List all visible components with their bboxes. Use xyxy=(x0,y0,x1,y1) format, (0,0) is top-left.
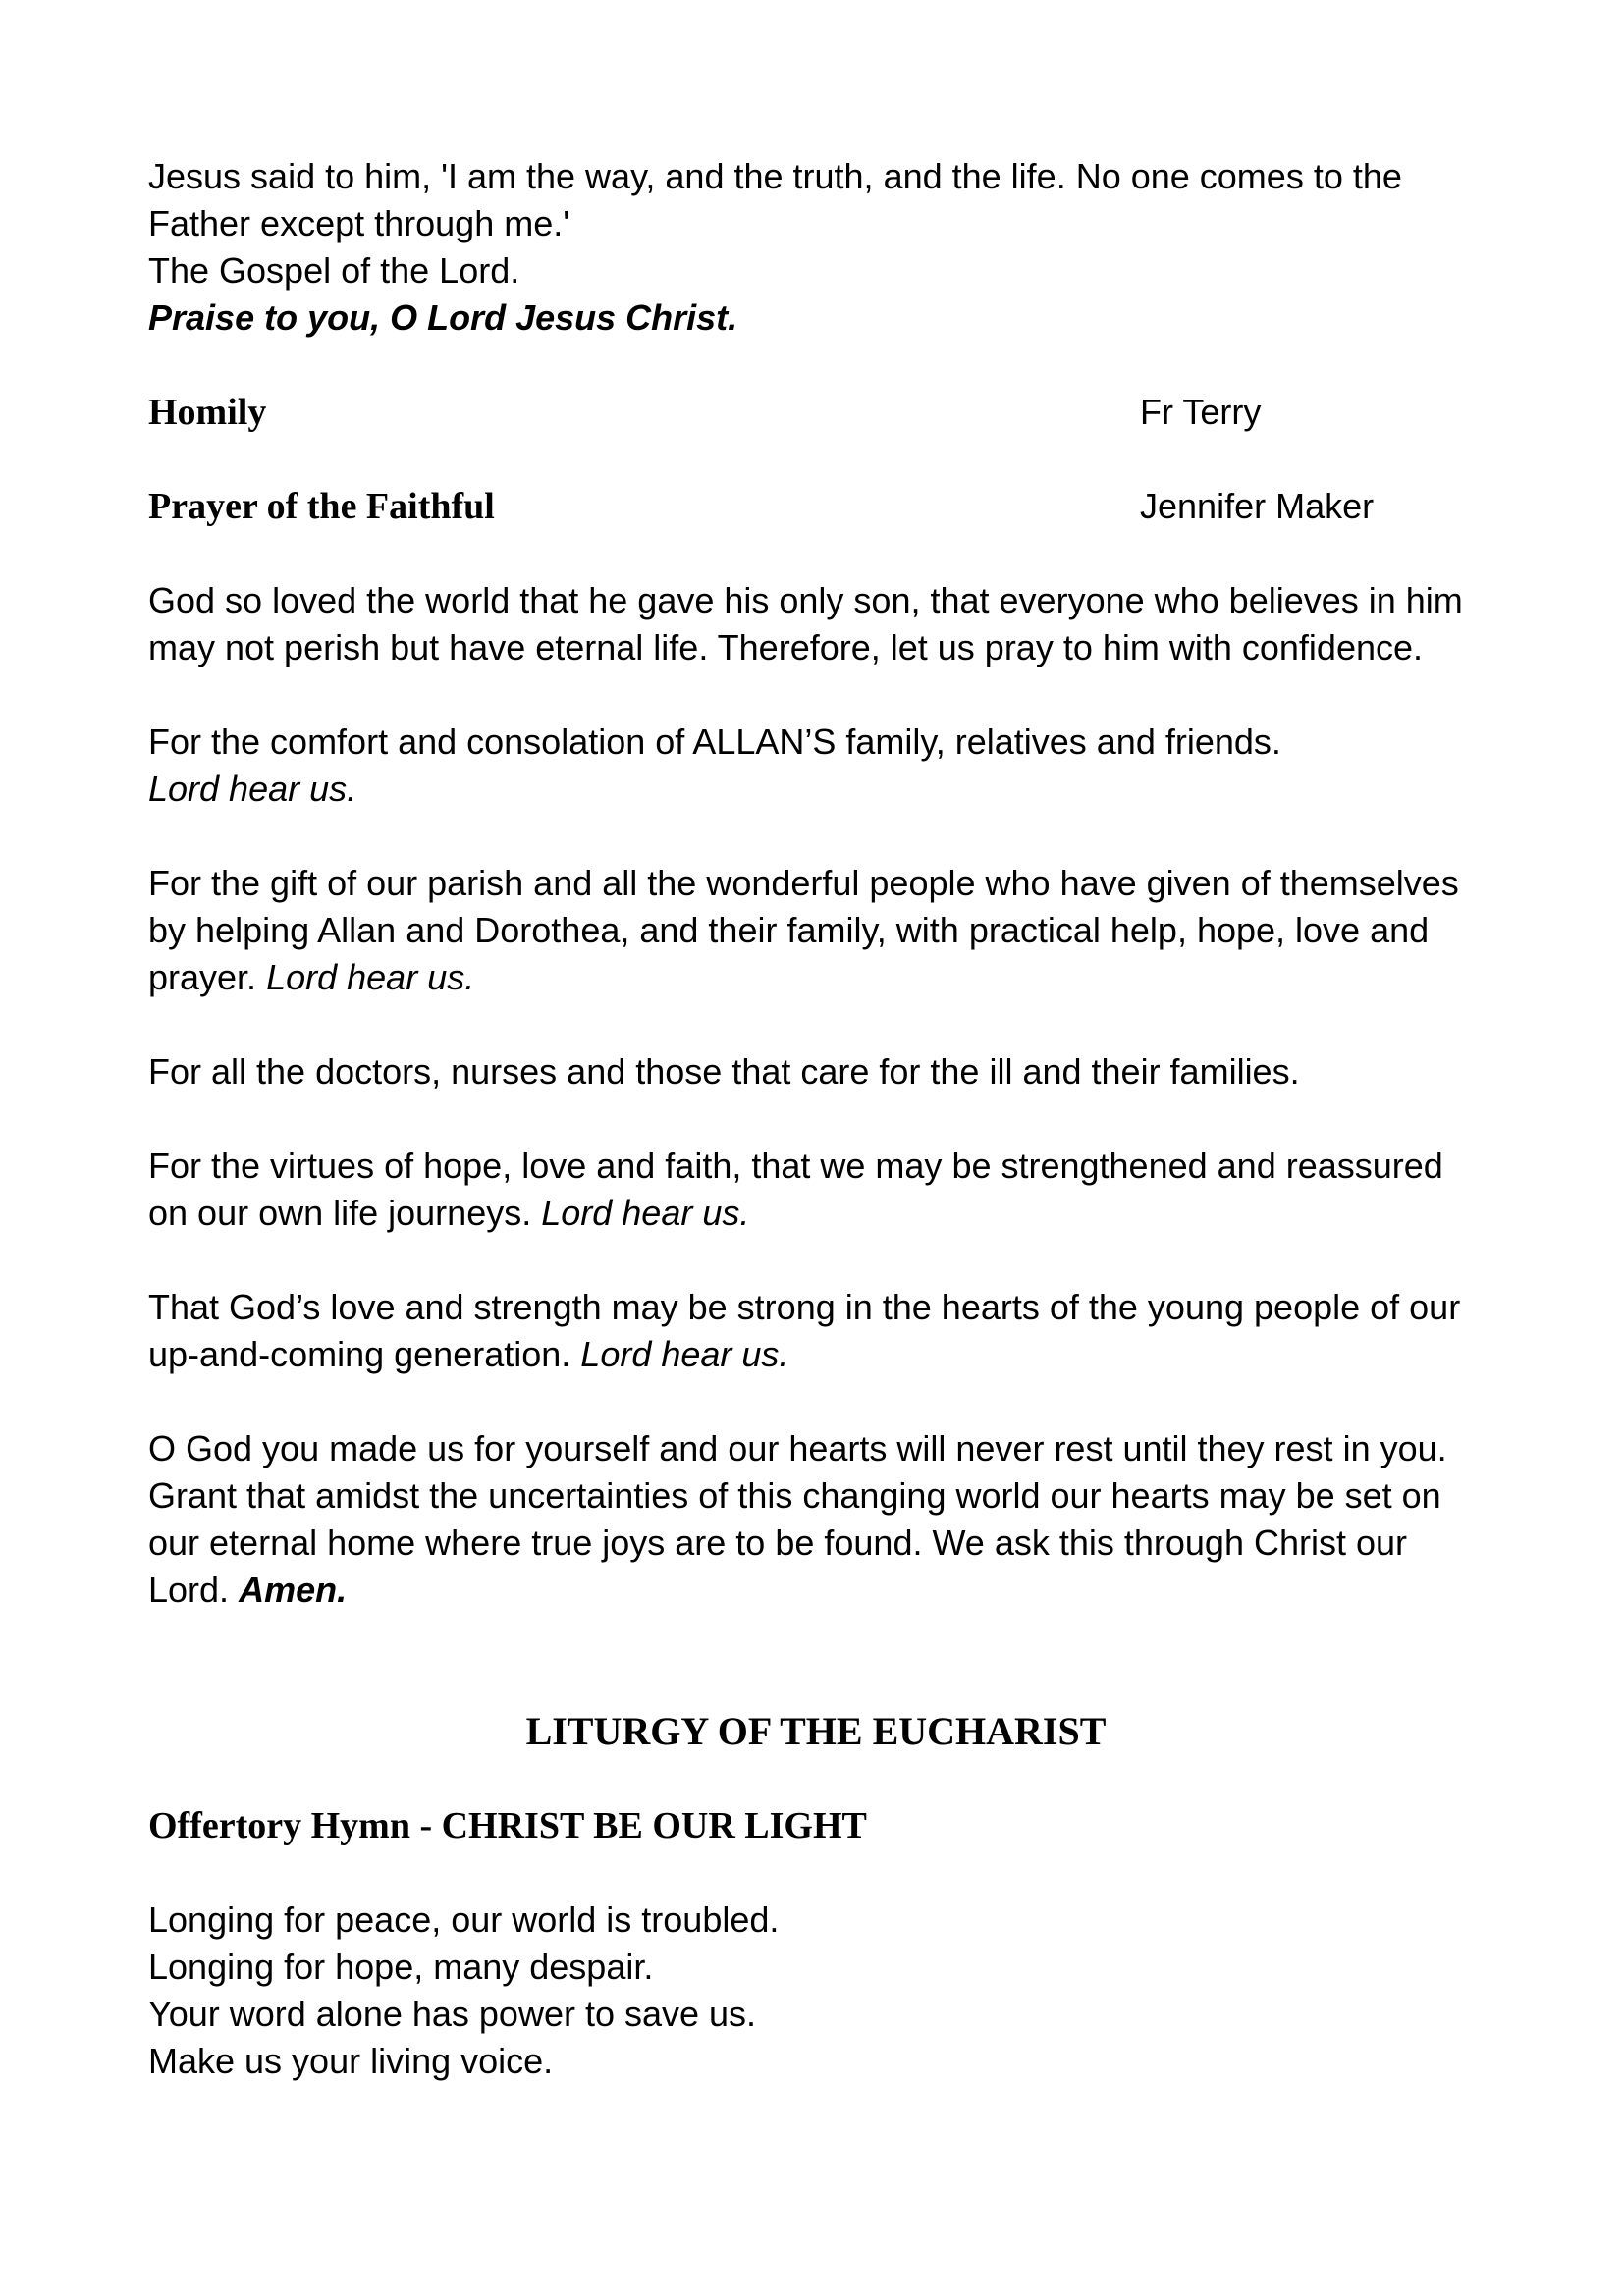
hymn-line-4: Make us your living voice. xyxy=(148,2041,554,2081)
prayer-row xyxy=(148,483,1484,530)
intention-3-text: For all the doctors, nurses and those that care for the ill and their families. xyxy=(148,1051,1300,1092)
intention-5-text: That God’s love and strength may be strong in the hearts of the young people of our up-and-coming generation. xyxy=(148,1287,1461,1374)
gospel-closing: The Gospel of the Lord. xyxy=(148,250,520,291)
hymn-line-1: Longing for peace, our world is troubled. xyxy=(148,1899,780,1940)
closing-prayer xyxy=(148,1425,1484,1614)
intention-2 xyxy=(148,860,1484,1001)
homily-row xyxy=(148,389,1484,436)
intention-1-text: For the comfort and consolation of ALLAN’S family, relatives and friends. xyxy=(148,721,1281,762)
intention-2-response: Lord hear us. xyxy=(266,957,475,997)
hymn-line-2: Longing for hope, many despair. xyxy=(148,1947,654,1987)
homily-person: Fr Terry xyxy=(1140,392,1262,432)
homily-title: Homily xyxy=(148,392,267,433)
prayer-person: Jennifer Maker xyxy=(1140,486,1375,526)
intention-2-text: For the gift of our parish and all the wonderful people who have given of themselves by helping Allan and Dorothea, and their family, with practical help, hope, love and prayer. xyxy=(148,863,1459,997)
amen: Amen. xyxy=(239,1570,348,1610)
prayer-title: Prayer of the Faithful xyxy=(148,486,495,527)
intention-3 xyxy=(148,1048,1484,1095)
hymn-title: Offertory Hymn - CHRIST BE OUR LIGHT xyxy=(148,1805,867,1846)
intention-4-response: Lord hear us. xyxy=(541,1193,750,1233)
prayer-intro: God so loved the world that he gave his only son, that everyone who believes in him may not perish but have eternal life. Therefore, let us pray to him with confidence. xyxy=(148,580,1463,667)
intention-1 xyxy=(148,719,1484,813)
intention-4-text: For the virtues of hope, love and faith, that we may be strengthened and reassured on our own life journeys. xyxy=(148,1146,1443,1233)
intention-1-response: Lord hear us. xyxy=(148,769,357,809)
intention-4 xyxy=(148,1143,1484,1237)
gospel-response: Praise to you, O Lord Jesus Christ. xyxy=(148,297,738,338)
intention-5 xyxy=(148,1284,1484,1378)
section-heading: LITURGY OF THE EUCHARIST xyxy=(525,1709,1107,1753)
intention-5-response: Lord hear us. xyxy=(580,1334,789,1374)
gospel-text: Jesus said to him, 'I am the way, and the truth, and the life. No one comes to the Father except through me.' xyxy=(148,156,1402,243)
document-page xyxy=(148,153,1484,2085)
closing-prayer-text: O God you made us for yourself and our hearts will never rest until they rest in you. Grant that amidst the uncertainties of this changing world our hearts may be set on our eternal home where true joys are to be found. We ask this through Christ our Lord. xyxy=(148,1428,1447,1610)
hymn-line-3: Your word alone has power to save us. xyxy=(148,1994,757,2034)
